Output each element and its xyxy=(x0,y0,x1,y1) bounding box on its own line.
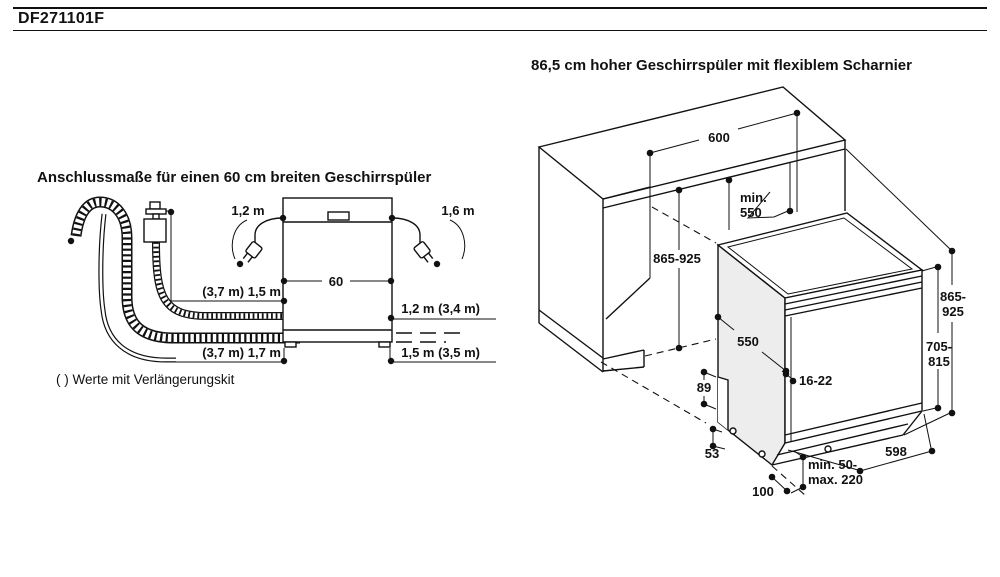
label-left-height: 865-925 xyxy=(653,251,701,266)
label-supply-hose: (3,7 m) 1,5 m xyxy=(202,284,281,299)
label-body-height-2: 815 xyxy=(928,354,950,369)
label-base-inset: 100 xyxy=(752,484,774,499)
label-niche-width: 600 xyxy=(708,130,730,145)
plug-left-icon xyxy=(241,241,263,264)
supply-hose xyxy=(156,242,285,316)
foot-left xyxy=(285,342,296,347)
right-installation-diagram xyxy=(539,87,966,499)
label-cord-right: 1,6 m xyxy=(441,203,475,218)
label-drain-right: 1,5 m (3,5 m) xyxy=(401,345,480,360)
left-connection-diagram xyxy=(68,198,496,364)
roller-wheel xyxy=(759,451,765,457)
right-diagram-title: 86,5 cm hoher Geschirrspüler mit flexiblem Scharnier xyxy=(531,57,912,74)
left-diagram-title: Anschlussmaße für einen 60 cm breiten Geschirrspüler xyxy=(37,169,432,186)
foot-right xyxy=(379,342,390,347)
power-cord-right xyxy=(392,218,465,264)
label-body-height-1: 705- xyxy=(925,339,953,354)
label-side-depth: 550 xyxy=(737,334,759,349)
label-door-gap: 16-22 xyxy=(799,373,833,388)
label-inlet-right: 1,2 m (3,4 m) xyxy=(401,301,480,316)
roller-wheel xyxy=(730,428,736,434)
power-cord-left xyxy=(232,218,283,264)
label-drain-hose: (3,7 m) 1,7 m xyxy=(202,345,281,360)
document-number: DF271101F xyxy=(18,10,105,27)
label-niche-depth-min: min. xyxy=(740,190,767,205)
extension-kit-footnote: ( ) Werte mit Verlängerungskit xyxy=(56,372,235,387)
label-niche-depth-value: 550 xyxy=(740,205,762,220)
aquastop-valve xyxy=(144,202,170,242)
dishwasher-front-view xyxy=(283,198,392,347)
label-total-height-2: 925 xyxy=(942,304,964,319)
label-notch-height: 89 xyxy=(696,380,712,395)
label-plinth-max: max. 220 xyxy=(808,472,863,487)
label-total-height-1: 865- xyxy=(939,289,967,304)
label-base-height: 53 xyxy=(704,446,720,461)
label-cord-left: 1,2 m xyxy=(231,203,265,218)
label-plinth-min: min. 50- xyxy=(808,457,858,472)
plug-right-icon xyxy=(413,241,435,264)
label-width-598: 598 xyxy=(885,444,907,459)
control-panel xyxy=(328,212,349,220)
roller-wheel xyxy=(825,446,831,452)
label-width-60: 60 xyxy=(328,274,344,289)
